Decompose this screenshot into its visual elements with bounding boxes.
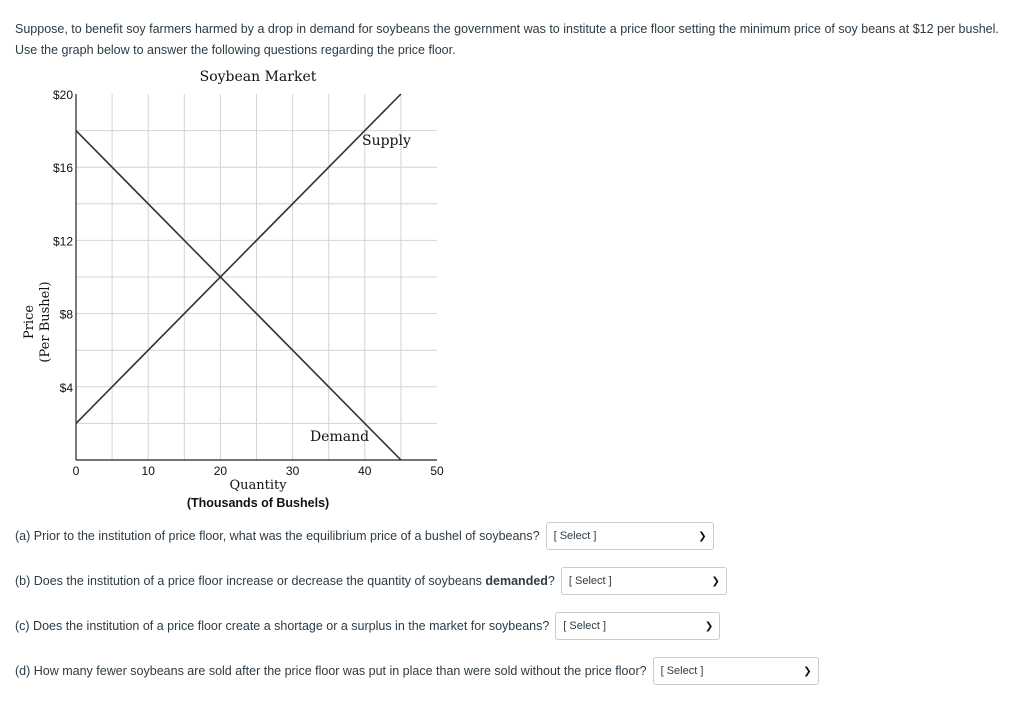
- question-d-select-value: [ Select ]: [660, 665, 704, 677]
- question-c-select[interactable]: [555, 612, 720, 640]
- series-label-demand: Demand: [309, 428, 370, 445]
- soybean-market-chart: [0, 62, 480, 512]
- intro-text: Suppose, to benefit soy farmers harmed by a drop in demand for soybeans the government was to institute a price floor setting the minimum price of soy beans at $12 per bushel. Use the graph below to answer the following questions regarding the price floor.: [15, 22, 999, 57]
- question-d-text: (d) How many fewer soybeans are sold after the price floor was put in place than were sold without the price floor?: [15, 664, 647, 678]
- x-axis-label-line2: (Thousands of Bushels): [186, 496, 330, 510]
- question-b-text: (b) Does the institution of a price floor increase or decrease the quantity of soybeans demanded?: [15, 574, 555, 588]
- question-a: [15, 522, 714, 550]
- y-axis-label-line1: Price: [22, 304, 37, 340]
- question-a-text: (a) Prior to the institution of price floor, what was the equilibrium price of a bushel of soybeans?: [15, 529, 540, 543]
- y-tick-label: $4: [59, 380, 73, 395]
- chevron-down-icon: ❯: [803, 665, 812, 677]
- question-a-select-value: [ Select ]: [553, 530, 597, 542]
- y-tick-label: $8: [59, 307, 73, 322]
- series-label-supply: Supply: [361, 133, 411, 150]
- x-tick-label: 50: [430, 464, 444, 478]
- y-tick-label: $20: [52, 88, 73, 102]
- question-a-select[interactable]: [546, 522, 714, 550]
- chart-title: Soybean Market: [199, 69, 317, 85]
- y-axis-label-line2: (Per Bushel): [38, 281, 53, 363]
- y-tick-labels: [53, 88, 73, 395]
- x-tick-labels: [73, 464, 444, 478]
- x-tick-label: 0: [72, 464, 80, 478]
- y-tick-label: $12: [52, 234, 73, 249]
- x-tick-label: 40: [358, 464, 372, 478]
- question-c-select-value: [ Select ]: [563, 620, 607, 632]
- series-line-demand: [76, 131, 401, 460]
- question-c-text: (c) Does the institution of a price floor create a shortage or a surplus in the market for soybeans?: [15, 619, 550, 633]
- x-axis-label-line1: Quantity: [229, 478, 287, 493]
- question-d-select[interactable]: [653, 657, 819, 685]
- question-b-select-value: [ Select ]: [568, 575, 612, 587]
- question-d: [15, 657, 819, 685]
- x-tick-label: 20: [213, 464, 228, 478]
- chevron-down-icon: ❯: [711, 575, 720, 587]
- question-b: [15, 567, 727, 595]
- question-c: [15, 612, 720, 640]
- chevron-down-icon: ❯: [698, 530, 707, 542]
- chevron-down-icon: ❯: [704, 620, 714, 632]
- x-tick-label: 30: [285, 464, 300, 478]
- y-tick-label: $16: [52, 161, 73, 176]
- series-line-supply: [76, 94, 401, 423]
- x-tick-label: 10: [141, 464, 155, 478]
- question-b-select[interactable]: [561, 567, 727, 595]
